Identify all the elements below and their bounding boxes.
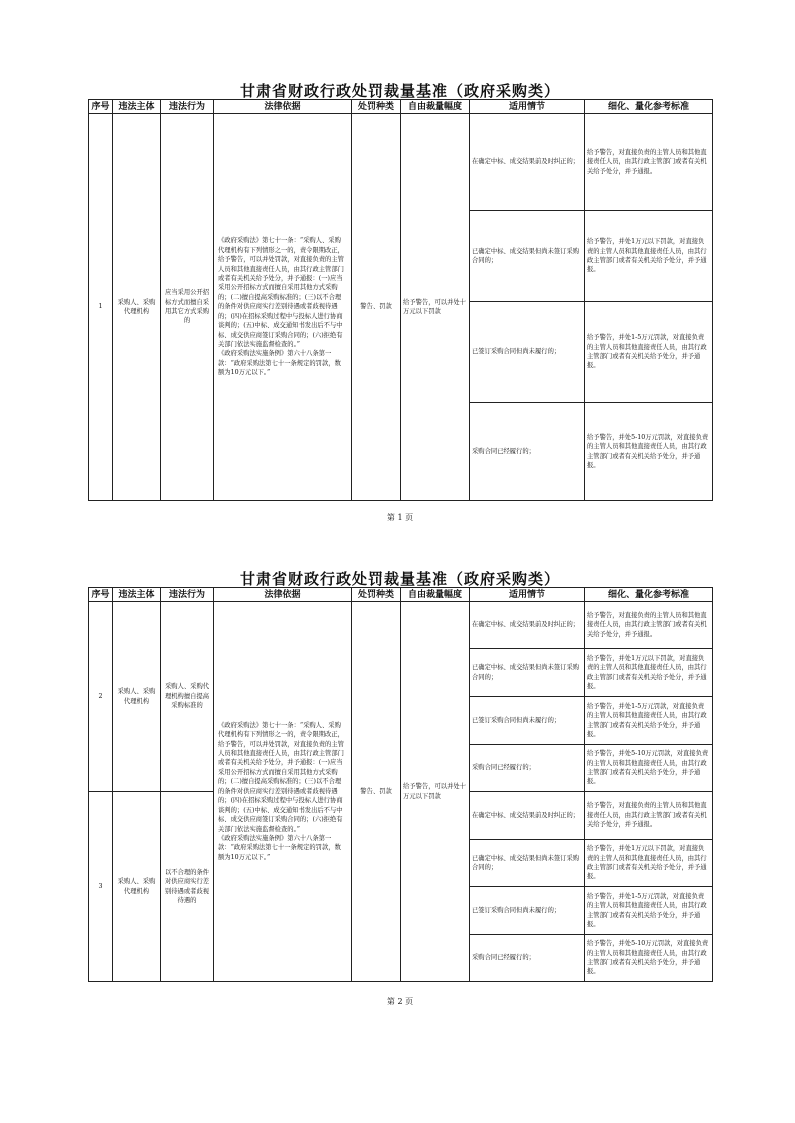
- standard-cell: 给予警告，并处5-10万元罚款，对直接负责的主管人员和其他直接责任人员，由其行政主管部门或者有关机关给予处分，并予通报。: [585, 403, 713, 501]
- table-header-row: [89, 588, 713, 602]
- legal-basis-text: 《政府采购法》第七十一条：“采购人、采购代理机构有下列情形之一的，责令限期改正，给予警告，可以并处罚款，对直接负责的主管人员和其他直接责任人员，由其行政主管部门或者有关机关给予处分，并予通报：(一)应当采用公开招标方式而擅自采用其他方式采购的；(二)擅自提高采购标准的；(三)以不合理的条件对供应商实行差别待遇或者歧视待遇的；(四)在招标采购过程中与投标人进行协商谈判的；(五)中标、成交通知书发出后不与中标、成交供应商签订采购合同的；(六)拒绝有关部门依法实施监督检查的。” 《政府采购法实施条例》第六十八条第一款：“政府采购法第七十一条规定的罚款，数额为10万元以下。”: [218, 721, 344, 861]
- discretion-range: 给予警告，可以并处十万元以下罚款: [401, 114, 470, 501]
- standard-cell: 给予警告，并处1-5万元罚款，对直接负责的主管人员和其他直接责任人员，由其行政主管部门或者有关机关给予处分，并予通报。: [585, 887, 713, 935]
- violation-act: 采购人、采购代理机构擅自提高采购标准的: [161, 602, 214, 792]
- penalty-type: 警告、罚款: [352, 602, 401, 982]
- circumstance-cell: 已确定中标、成交结果但尚未签订采购合同的；: [470, 211, 585, 302]
- violation-act: 应当采用公开招标方式而擅自采用其它方式采购的: [161, 114, 214, 501]
- circumstance-cell: 在确定中标、成交结果前及时纠正的；: [470, 114, 585, 211]
- header-cell: 适用情节: [470, 100, 585, 114]
- standard-cell: 给予警告，对直接负责的主管人员和其他直接责任人员，由其行政主管部门或者有关机关给予处分，并予通报。: [585, 602, 713, 649]
- standard-cell: 给予警告，并处1万元以下罚款，对直接负责的主管人员和其他直接责任人员，由其行政主管部门或者有关机关给予处分，并予通报。: [585, 649, 713, 697]
- row-number: 1: [89, 114, 113, 501]
- legal-basis: [214, 602, 352, 982]
- standard-cell: 给予警告，并处5-10万元罚款，对直接负责的主管人员和其他直接责任人员，由其行政主管部门或者有关机关给予处分，并予通报。: [585, 745, 713, 792]
- header-cell: 自由裁量幅度: [401, 100, 470, 114]
- table-row: [89, 602, 713, 649]
- circumstance-cell: 在确定中标、成交结果前及时纠正的；: [470, 602, 585, 649]
- circumstance-cell: 已签订采购合同但尚未履行的；: [470, 887, 585, 935]
- circumstance-cell: 在确定中标、成交结果前及时纠正的；: [470, 792, 585, 840]
- standard-cell: 给予警告，并处5-10万元罚款，对直接负责的主管人员和其他直接责任人员，由其行政主管部门或者有关机关给予处分，并予通报。: [585, 935, 713, 982]
- table-row: [89, 114, 713, 211]
- circumstance-cell: 采购合同已经履行的；: [470, 935, 585, 982]
- standard-cell: 给予警告，并处1-5万元罚款，对直接负责的主管人员和其他直接责任人员，由其行政主管部门或者有关机关给予处分，并予通报。: [585, 302, 713, 403]
- header-cell: 违法行为: [161, 100, 214, 114]
- discretion-range: 给予警告，可以并处十万元以下罚款: [401, 602, 470, 982]
- header-cell: 细化、量化参考标准: [585, 100, 713, 114]
- standard-cell: 给予警告，并处1万元以下罚款，对直接负责的主管人员和其他直接责任人员，由其行政主管部门或者有关机关给予处分，并予通报。: [585, 840, 713, 887]
- header-cell: 法律依据: [214, 588, 352, 602]
- legal-basis: [214, 114, 352, 501]
- header-cell: 适用情节: [470, 588, 585, 602]
- circumstance-cell: 已确定中标、成交结果但尚未签订采购合同的；: [470, 840, 585, 887]
- page-title: 甘肃省财政行政处罚裁量基准（政府采购类）: [239, 82, 560, 100]
- standard-cell: 给予警告，并处1-5万元罚款，对直接负责的主管人员和其他直接责任人员，由其行政主管部门或者有关机关给予处分，并予通报。: [585, 697, 713, 745]
- header-cell: 细化、量化参考标准: [585, 588, 713, 602]
- header-cell: 法律依据: [214, 100, 352, 114]
- header-cell: 处罚种类: [352, 588, 401, 602]
- header-cell: 序号: [89, 588, 113, 602]
- legal-basis-text: 《政府采购法》第七十一条：“采购人、采购代理机构有下列情形之一的，责令限期改正，给予警告，可以并处罚款，对直接负责的主管人员和其他直接责任人员，由其行政主管部门或者有关机关给予处分，并予通报：(一)应当采用公开招标方式而擅自采用其他方式采购的；(二)擅自提高采购标准的；(三)以不合理的条件对供应商实行差别待遇或者歧视待遇的；(四)在招标采购过程中与投标人进行协商谈判的；(五)中标、成交通知书发出后不与中标、成交供应商签订采购合同的；(六)拒绝有关部门依法实施监督检查的。” 《政府采购法实施条例》第六十八条第一款：“政府采购法第七十一条规定的罚款，数额为10万元以下。”: [218, 237, 344, 377]
- page-number: 第 2 页: [386, 997, 414, 1006]
- header-cell: 处罚种类: [352, 100, 401, 114]
- circumstance-cell: 已签订采购合同但尚未履行的；: [470, 697, 585, 745]
- circumstance-cell: 采购合同已经履行的；: [470, 403, 585, 501]
- violation-subject: 采购人、采购代理机构: [113, 792, 161, 982]
- violation-act: 以不合理的条件对供应商实行差别待遇或者歧视待遇的: [161, 792, 214, 982]
- header-cell: 序号: [89, 100, 113, 114]
- header-cell: 违法主体: [113, 100, 161, 114]
- standard-cell: 给予警告，对直接负责的主管人员和其他直接责任人员，由其行政主管部门或者有关机关给予处分，并予通报。: [585, 792, 713, 840]
- violation-subject: 采购人、采购代理机构: [113, 602, 161, 792]
- header-cell: 违法行为: [161, 588, 214, 602]
- header-cell: 自由裁量幅度: [401, 588, 470, 602]
- violation-subject: 采购人、采购代理机构: [113, 114, 161, 501]
- page-title: 甘肃省财政行政处罚裁量基准（政府采购类）: [239, 570, 560, 588]
- standard-cell: 给予警告，并处1万元以下罚款，对直接负责的主管人员和其他直接责任人员，由其行政主管部门或者有关机关给予处分，并予通报。: [585, 211, 713, 302]
- penalty-table: [88, 99, 713, 501]
- standard-cell: 给予警告，对直接负责的主管人员和其他直接责任人员，由其行政主管部门或者有关机关给予处分，并予通报。: [585, 114, 713, 211]
- header-cell: 违法主体: [113, 588, 161, 602]
- row-number: 3: [89, 792, 113, 982]
- page-number: 第 1 页: [386, 513, 414, 522]
- circumstance-cell: 采购合同已经履行的；: [470, 745, 585, 792]
- table-header-row: [89, 100, 713, 114]
- penalty-type: 警告、罚款: [352, 114, 401, 501]
- circumstance-cell: 已签订采购合同但尚未履行的；: [470, 302, 585, 403]
- row-number: 2: [89, 602, 113, 792]
- circumstance-cell: 已确定中标、成交结果但尚未签订采购合同的；: [470, 649, 585, 697]
- penalty-table: [88, 587, 713, 982]
